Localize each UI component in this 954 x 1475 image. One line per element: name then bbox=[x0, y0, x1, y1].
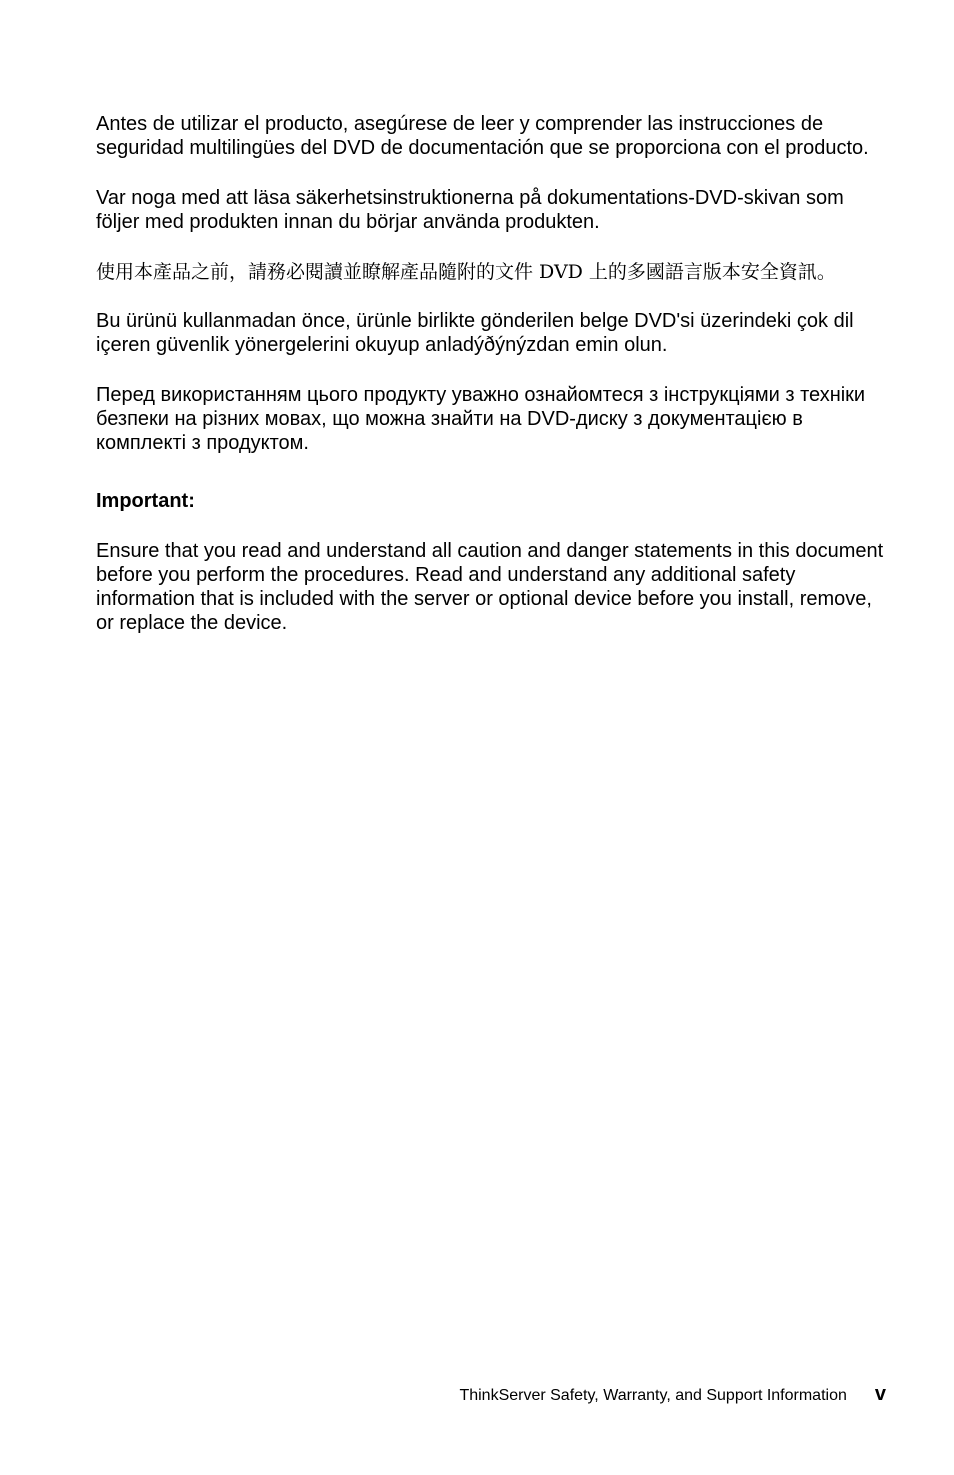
paragraph-swedish: Var noga med att läsa säkerhetsinstruktionerna på dokumentations-DVD-skivan som följer med produkten innan du börjar använda produkten. bbox=[96, 187, 844, 233]
important-heading: Important: bbox=[96, 490, 195, 512]
footer-title: ThinkServer Safety, Warranty, and Support Information bbox=[459, 1387, 847, 1404]
page-number: v bbox=[874, 1383, 886, 1405]
paragraph-turkish: Bu ürünü kullanmadan önce, ürünle birlikte gönderilen belge DVD'si üzerindeki çok dil içeren güvenlik yönergelerini okuyup anladýðýnýzdan emin olun. bbox=[96, 310, 854, 356]
paragraph-ukrainian: Перед використанням цього продукту уважно ознайомтеся з інструкціями з техніки безпеки на різних мовах, що можна знайти на DVD-диску з документацією в комплекті з продуктом. bbox=[96, 384, 866, 454]
paragraph-spanish: Antes de utilizar el producto, asegúrese de leer y comprender las instrucciones de seguridad multilingües del DVD de documentación que se proporciona con el producto. bbox=[96, 113, 869, 159]
page-footer bbox=[459, 1384, 886, 1406]
section-spacer bbox=[96, 481, 886, 489]
page-content bbox=[96, 112, 886, 661]
important-body: Ensure that you read and understand all caution and danger statements in this document before you perform the procedures. Read and understand any additional safety information that is included with the server or optional device before you install, remove, or replace the device. bbox=[96, 540, 884, 634]
paragraph-chinese: 使用本產品之前，請務必閱讀並瞭解產品隨附的文件 DVD 上的多國語言版本安全資訊。 bbox=[96, 261, 836, 283]
